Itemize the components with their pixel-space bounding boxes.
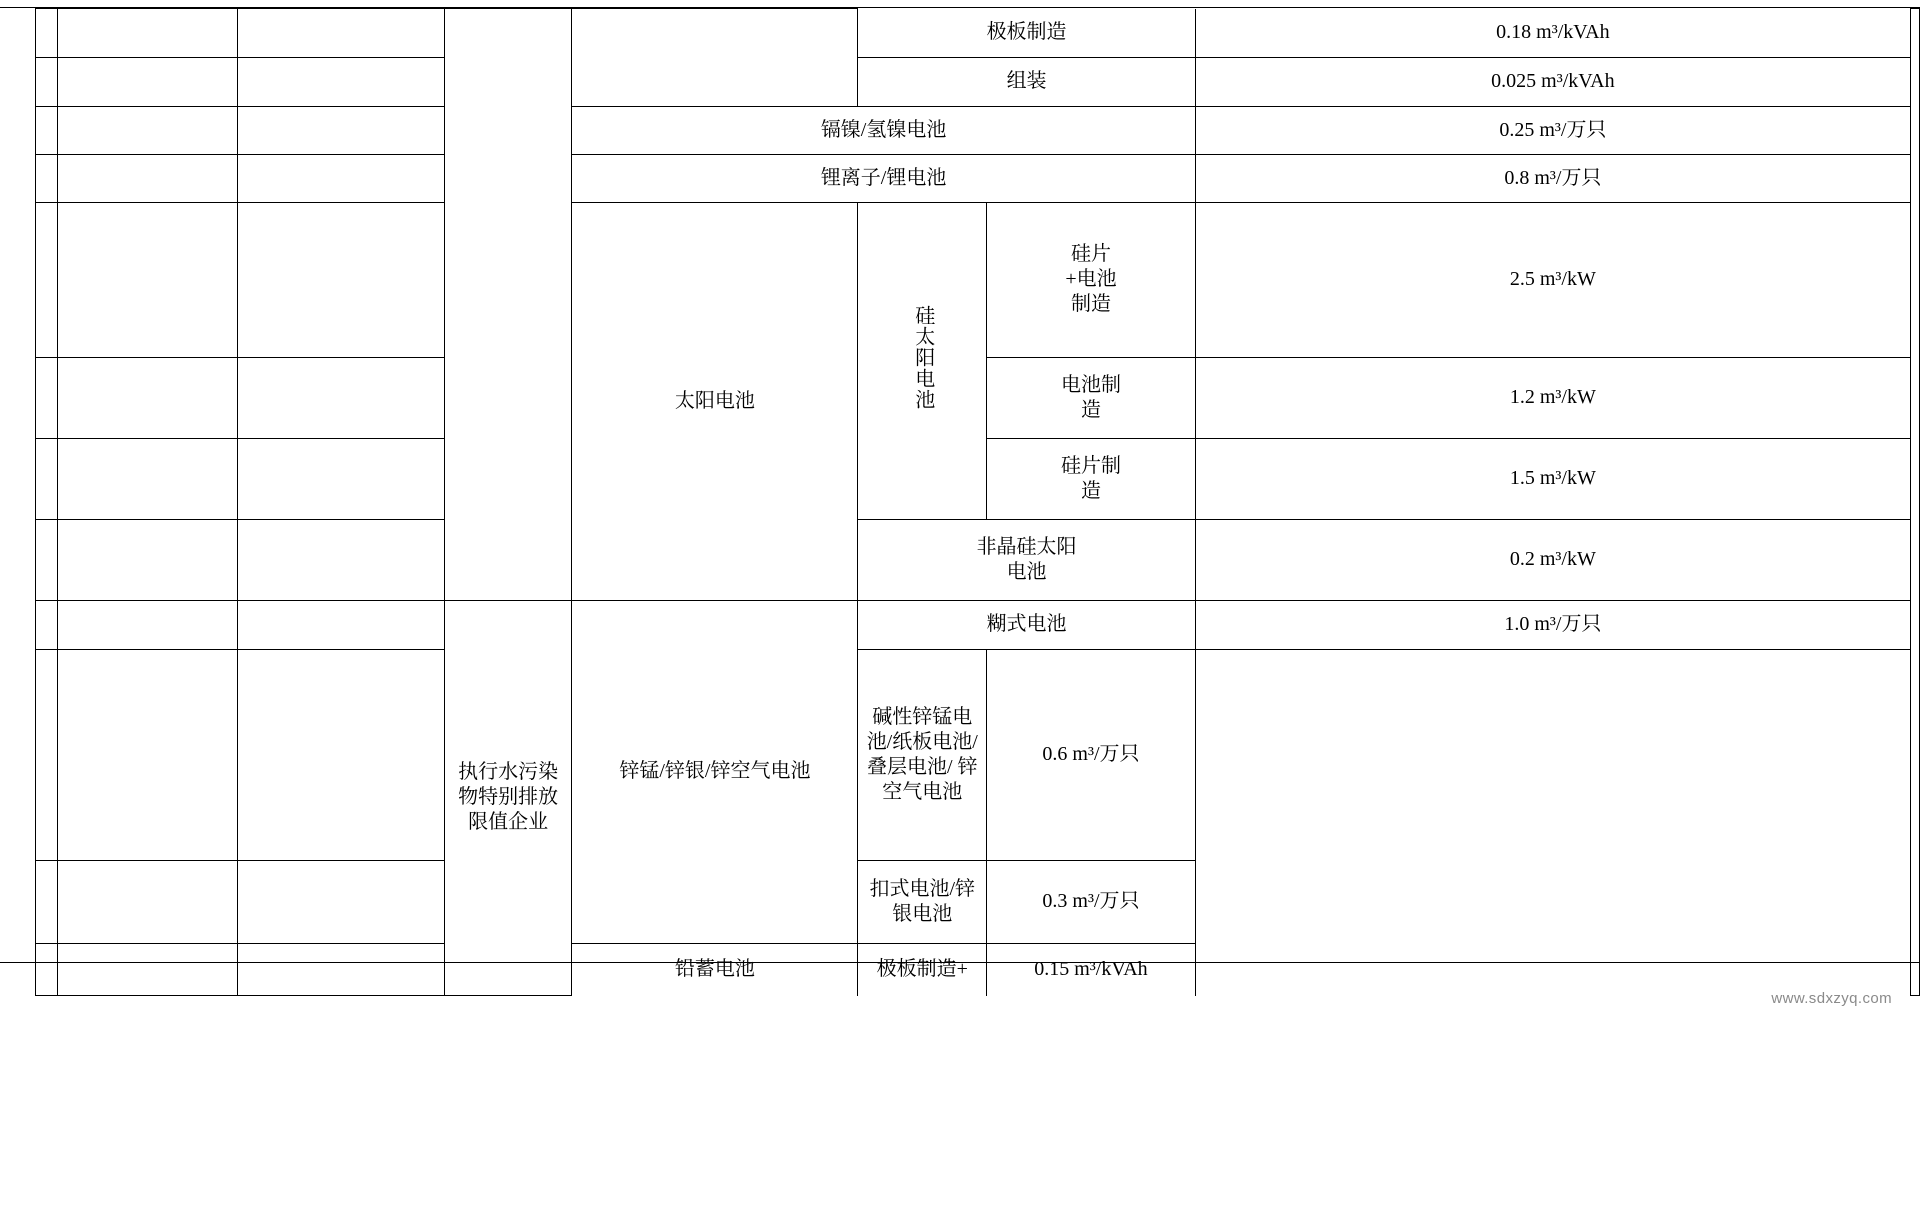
- spacer-col-1: [36, 600, 58, 649]
- battery-type-cell: 太阳电池: [572, 202, 858, 600]
- spacer-col-2: [57, 600, 237, 649]
- spacer-col-1: [36, 438, 58, 519]
- spacer-col-2: [57, 943, 237, 996]
- table-row: [36, 519, 1920, 600]
- spacer-col-2: [57, 357, 237, 438]
- category-label: 执行水污染物特别排放限值企业: [458, 761, 559, 834]
- spacer-col-3: [238, 106, 445, 154]
- battery-type-label: 锌锰/锌银/锌空气电池: [619, 760, 811, 782]
- spacer-col-1: [36, 202, 58, 357]
- process-cell: [987, 202, 1196, 357]
- spacer-col-2: [57, 106, 237, 154]
- sub-type-label: 硅太阳电池: [911, 304, 934, 410]
- quota-cell: 0.8 m³/万只: [1195, 154, 1910, 202]
- spacer-col-1: [36, 9, 58, 58]
- table-row: [36, 202, 1920, 357]
- spacer-col-2: [57, 57, 237, 106]
- table-row: [36, 154, 1920, 202]
- spacer-col-3: [238, 9, 445, 58]
- quota-cell: 0.15 m³/kVAh: [987, 943, 1196, 996]
- category-cell: [444, 600, 572, 996]
- quota-cell: 1.5 m³/kW: [1195, 438, 1910, 519]
- spacer-col-3: [238, 600, 445, 649]
- spacer-col-3: [238, 438, 445, 519]
- spacer-col-3: [238, 519, 445, 600]
- process-cell: [987, 438, 1196, 519]
- spacer-col-1: [36, 649, 58, 860]
- spacer-col-1: [36, 154, 58, 202]
- category-cell-empty: [444, 9, 572, 601]
- process-cell: 极板制造+: [858, 943, 987, 996]
- spacer-col-3: [238, 57, 445, 106]
- spacer-col-1: [36, 943, 58, 996]
- spacer-col-2: [57, 438, 237, 519]
- table-row: [36, 9, 1920, 58]
- table-row: [36, 106, 1920, 154]
- process-label: 非晶硅太阳电池: [976, 535, 1077, 583]
- quota-cell: 0.3 m³/万只: [987, 860, 1196, 943]
- process-cell: [858, 519, 1195, 600]
- spacer-col-2: [57, 860, 237, 943]
- quota-cell: 0.025 m³/kVAh: [1195, 57, 1910, 106]
- spacer-col-3: [238, 860, 445, 943]
- spacer-col-3: [238, 202, 445, 357]
- quota-cell: 1.2 m³/kW: [1195, 357, 1910, 438]
- process-label: 硅片制造: [1060, 454, 1121, 502]
- spacer-col-1: [36, 860, 58, 943]
- table-row: [36, 57, 1920, 106]
- quota-cell: 0.25 m³/万只: [1195, 106, 1910, 154]
- process-label: 电池制造: [1060, 373, 1121, 421]
- process-cell: [858, 649, 987, 860]
- battery-type-cell: 锂离子/锂电池: [572, 154, 1195, 202]
- spacer-col-1: [36, 57, 58, 106]
- spacer-col-4: [1911, 9, 1920, 996]
- spacer-col-3: [238, 649, 445, 860]
- quota-cell: 0.2 m³/kW: [1195, 519, 1910, 600]
- spacer-col-2: [57, 154, 237, 202]
- table-row: [36, 860, 1920, 943]
- spacer-col-2: [57, 519, 237, 600]
- process-label: 硅片+电池制造: [1065, 243, 1117, 315]
- process-label: 扣式电池/锌银电池: [869, 877, 976, 925]
- spacer-col-1: [36, 519, 58, 600]
- sub-type-cell: [858, 202, 987, 519]
- process-cell: 糊式电池: [858, 600, 1195, 649]
- battery-type-cell: 镉镍/氢镍电池: [572, 106, 1195, 154]
- table-row: [36, 600, 1920, 649]
- quota-cell: 0.6 m³/万只: [987, 649, 1196, 860]
- quota-cell: 2.5 m³/kW: [1195, 202, 1910, 357]
- quota-cell: 1.0 m³/万只: [1195, 600, 1910, 649]
- battery-type-cell-empty: [572, 9, 858, 107]
- spacer-col-3: [238, 154, 445, 202]
- spacer-col-2: [57, 202, 237, 357]
- quota-cell: 0.18 m³/kVAh: [1195, 9, 1910, 58]
- table-row: [36, 649, 1920, 860]
- spacer-col-1: [36, 357, 58, 438]
- spacer-col-2: [57, 649, 237, 860]
- process-label: 碱性锌锰电池/纸板电池/叠层电池/ 锌空气电池: [866, 705, 978, 803]
- spacer-col-1: [36, 106, 58, 154]
- spacer-col-3: [238, 357, 445, 438]
- process-cell: [858, 860, 987, 943]
- water-quota-table: [35, 8, 1920, 996]
- site-watermark: www.sdxzyq.com: [1771, 990, 1892, 1007]
- process-cell: [987, 357, 1196, 438]
- battery-type-cell: 铅蓄电池: [572, 943, 858, 996]
- battery-type-cell: [572, 600, 858, 943]
- spacer-col-3: [238, 943, 445, 996]
- spacer-col-2: [57, 9, 237, 58]
- table-row: [36, 943, 1920, 996]
- process-cell: 组装: [858, 57, 1195, 106]
- process-cell: 极板制造: [858, 9, 1195, 58]
